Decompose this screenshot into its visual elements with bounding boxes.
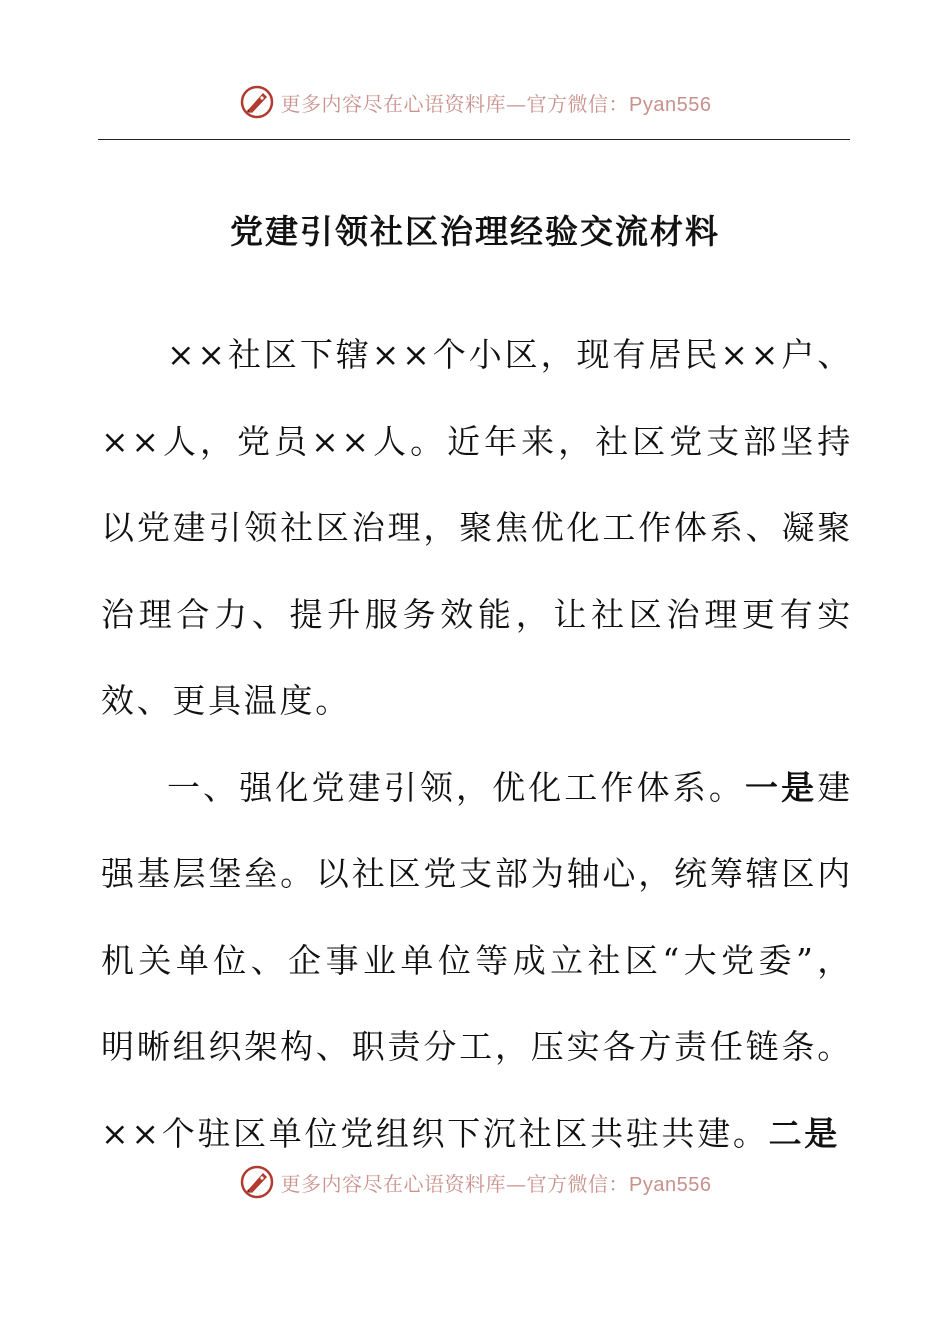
- footer-watermark-separator: —: [506, 1171, 527, 1196]
- watermark-contact-id: Pyan556: [629, 93, 712, 116]
- section-heading: 一、强化党建引领，优化工作体系。: [167, 767, 746, 807]
- point-two-label: 二是: [768, 1113, 841, 1153]
- point-one-label: 一是: [745, 767, 818, 807]
- document-body: [101, 312, 853, 1177]
- pen-nib-logo-icon: [239, 84, 275, 120]
- header-watermark: [0, 84, 950, 120]
- footer-watermark-text: [281, 1168, 712, 1197]
- paragraph-section-one: [101, 745, 853, 1178]
- watermark-site-name: 更多内容尽在心语资料库: [280, 91, 507, 116]
- point-one-text: 建强基层堡垒。以社区党支部为轴心，统筹辖区内机关单位、企事业单位等成立社区“大党委”，明晰组织架构、职责分工，压实各方责任链条。××个驻区单位党组织下沉社区共驻共建。: [101, 767, 854, 1153]
- footer-watermark-site-name: 更多内容尽在心语资料库: [280, 1171, 507, 1196]
- footer-watermark-contact-label: 官方微信：: [526, 1171, 630, 1196]
- header-divider: [98, 139, 850, 140]
- watermark-separator: —: [506, 91, 527, 116]
- watermark-contact-label: 官方微信：: [526, 91, 630, 116]
- paragraph-intro: ××社区下辖××个小区，现有居民××户、××人，党员××人。近年来，社区党支部坚持以党建引领社区治理，聚焦优化工作体系、凝聚治理合力、提升服务效能，让社区治理更有实效、更具温度。: [101, 335, 853, 720]
- document-title: 党建引领社区治理经验交流材料: [230, 212, 720, 251]
- footer-watermark: [0, 1164, 950, 1200]
- watermark-text: [281, 88, 712, 117]
- pen-nib-logo-icon: [239, 1164, 275, 1200]
- footer-watermark-contact-id: Pyan556: [629, 1173, 712, 1196]
